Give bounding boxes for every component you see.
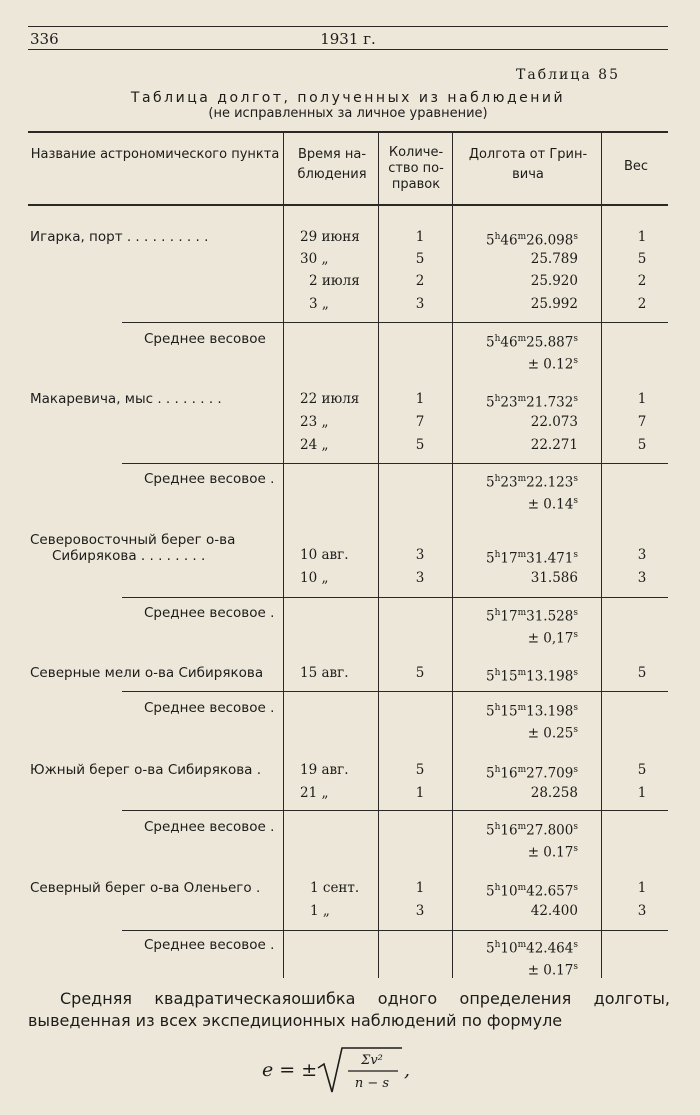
longitude-value: 25.789 — [530, 251, 578, 267]
longitude-value: 28.258 — [530, 785, 578, 801]
correction-count: 7 — [415, 414, 425, 430]
obs-date: 22 июля — [300, 391, 360, 407]
col-divider — [601, 131, 602, 205]
formula-lhs: e = ± — [262, 1059, 318, 1081]
weight-value: 1 — [637, 785, 647, 801]
obs-date: 10 авг. — [300, 547, 349, 563]
col-header-count: Количе-ство по-правок — [388, 145, 444, 192]
formula-numerator: Σv² — [361, 1053, 383, 1068]
weighted-mean-value: 5$^h$16$^m$27.800$^s$ — [486, 822, 578, 839]
col-divider — [378, 205, 379, 978]
col-divider — [378, 131, 379, 205]
obs-date: 19 авг. — [300, 762, 349, 778]
longitude-value: 25.992 — [530, 296, 578, 312]
correction-count: 5 — [415, 665, 425, 681]
obs-date: 29 июня — [300, 229, 360, 245]
col-divider — [452, 205, 453, 978]
correction-count: 3 — [415, 903, 425, 919]
header-bottom-rule — [28, 49, 668, 50]
table-label: Таблица 85 — [516, 67, 620, 83]
correction-count: 2 — [415, 273, 425, 289]
longitude-value: 31.586 — [530, 570, 578, 586]
page-header — [28, 28, 668, 50]
longitude-value: 25.920 — [530, 273, 578, 289]
longitude-value: 5$^h$16$^m$27.709$^s$ — [486, 765, 578, 782]
body-paragraph: Средняя квадратическаяошибка одного определения долготы, выведенная из всех экспедиционных наблюдений по формуле — [28, 989, 670, 1030]
obs-date: 23 „ — [300, 414, 329, 430]
obs-date: 2 июля — [309, 273, 360, 289]
obs-date: 21 „ — [300, 785, 329, 801]
table-header-rule — [28, 204, 668, 206]
weighted-mean-label: Среднее весовое — [144, 331, 266, 347]
weight-value: 1 — [637, 229, 647, 245]
station-name-line2: Сибирякова . . . . . . . . — [52, 548, 206, 564]
weight-value: 2 — [637, 273, 647, 289]
group-rule — [122, 322, 668, 323]
mean-error: ± $0.25^s$ — [527, 725, 578, 742]
mean-error: ± $0.17^s$ — [527, 962, 578, 979]
obs-date: 24 „ — [300, 437, 329, 453]
col-header-time: Время на-блюдения — [297, 147, 367, 182]
col-divider — [601, 205, 602, 978]
station-name: Северные мели о-ва Сибирякова — [30, 665, 264, 681]
obs-date: 30 „ — [300, 251, 329, 267]
weighted-mean-value: 5$^h$10$^m$42.464$^s$ — [486, 940, 578, 957]
weight-value: 3 — [637, 903, 647, 919]
weighted-mean-value: 5$^h$15$^m$13.198$^s$ — [486, 703, 578, 720]
correction-count: 5 — [415, 437, 425, 453]
weight-value: 3 — [637, 547, 647, 563]
obs-date: 15 авг. — [300, 665, 349, 681]
station-name: Игарка, порт . . . . . . . . . . — [30, 229, 209, 245]
weighted-mean-label: Среднее весовое . — [144, 605, 275, 621]
col-header-name: Название астрономического пункта — [30, 147, 280, 162]
formula-tail: , — [404, 1059, 411, 1081]
weighted-mean-value: 5$^h$17$^m$31.528$^s$ — [486, 608, 578, 625]
group-rule — [122, 463, 668, 464]
group-rule — [122, 810, 668, 811]
weight-value: 1 — [637, 391, 647, 407]
longitude-value: 5$^h$17$^m$31.471$^s$ — [486, 550, 578, 567]
obs-date: 1 сент. — [310, 880, 360, 896]
correction-count: 1 — [415, 391, 425, 407]
group-rule — [122, 691, 668, 692]
mean-error: ± $0.12^s$ — [527, 356, 578, 373]
longitude-value: 5$^h$23$^m$21.732$^s$ — [486, 394, 578, 411]
group-rule — [122, 597, 668, 598]
longitude-value: 5$^h$10$^m$42.657$^s$ — [486, 883, 578, 900]
col-header-weight: Вес — [623, 159, 649, 174]
weight-value: 5 — [637, 437, 647, 453]
mean-error: ± $0.14^s$ — [527, 496, 578, 513]
mean-error: ± $0.17^s$ — [527, 844, 578, 861]
col-header-longitude: Долгота от Грин-вича — [468, 147, 588, 182]
running-head-year: 1931 г. — [320, 30, 376, 48]
weighted-mean-value: 5$^h$46$^m$25.887$^s$ — [486, 334, 578, 351]
correction-count: 5 — [415, 762, 425, 778]
correction-count: 3 — [415, 547, 425, 563]
table-title: Таблица долгот, полученных из наблюдений — [130, 90, 566, 106]
obs-date: 1 „ — [310, 903, 330, 919]
weighted-mean-label: Среднее весовое . — [144, 937, 275, 953]
obs-date: 3 „ — [309, 296, 329, 312]
station-name: Макаревича, мыс . . . . . . . . — [30, 391, 222, 407]
table-subtitle: (не исправленных за личное уравнение) — [208, 106, 488, 121]
col-divider — [283, 131, 284, 205]
weight-value: 5 — [637, 762, 647, 778]
weight-value: 7 — [637, 414, 647, 430]
longitude-value: 5$^h$15$^m$13.198$^s$ — [486, 668, 578, 685]
obs-date: 10 „ — [300, 570, 329, 586]
weighted-mean-label: Среднее весовое . — [144, 471, 275, 487]
table-top-rule — [28, 131, 668, 133]
group-rule — [122, 930, 668, 931]
formula — [262, 1040, 442, 1105]
page-number: 336 — [30, 30, 59, 48]
weighted-mean-label: Среднее весовое . — [144, 819, 275, 835]
correction-count: 5 — [415, 251, 425, 267]
correction-count: 1 — [415, 229, 425, 245]
header-top-rule — [28, 26, 668, 27]
correction-count: 1 — [415, 880, 425, 896]
correction-count: 3 — [415, 296, 425, 312]
weight-value: 1 — [637, 880, 647, 896]
correction-count: 3 — [415, 570, 425, 586]
longitude-value: 42.400 — [530, 903, 578, 919]
weight-value: 5 — [637, 251, 647, 267]
weight-value: 2 — [637, 296, 647, 312]
mean-error: ± $0,17^s$ — [527, 630, 578, 647]
weight-value: 3 — [637, 570, 647, 586]
col-divider — [283, 205, 284, 978]
longitude-value: 22.271 — [530, 437, 578, 453]
weighted-mean-value: 5$^h$23$^m$22.123$^s$ — [486, 474, 578, 491]
weight-value: 5 — [637, 665, 647, 681]
correction-count: 1 — [415, 785, 425, 801]
formula-graphic — [262, 1040, 442, 1100]
longitude-value: 22.073 — [530, 414, 578, 430]
weighted-mean-label: Среднее весовое . — [144, 700, 275, 716]
formula-denominator: n − s — [354, 1076, 390, 1091]
longitude-value: 5$^h$46$^m$26.098$^s$ — [486, 232, 578, 249]
col-divider — [452, 131, 453, 205]
station-name-line1: Северовосточный берег о-ва — [30, 532, 236, 548]
station-name: Северный берег о-ва Оленьего . — [30, 880, 261, 896]
station-name: Южный берег о-ва Сибирякова . — [30, 762, 262, 778]
